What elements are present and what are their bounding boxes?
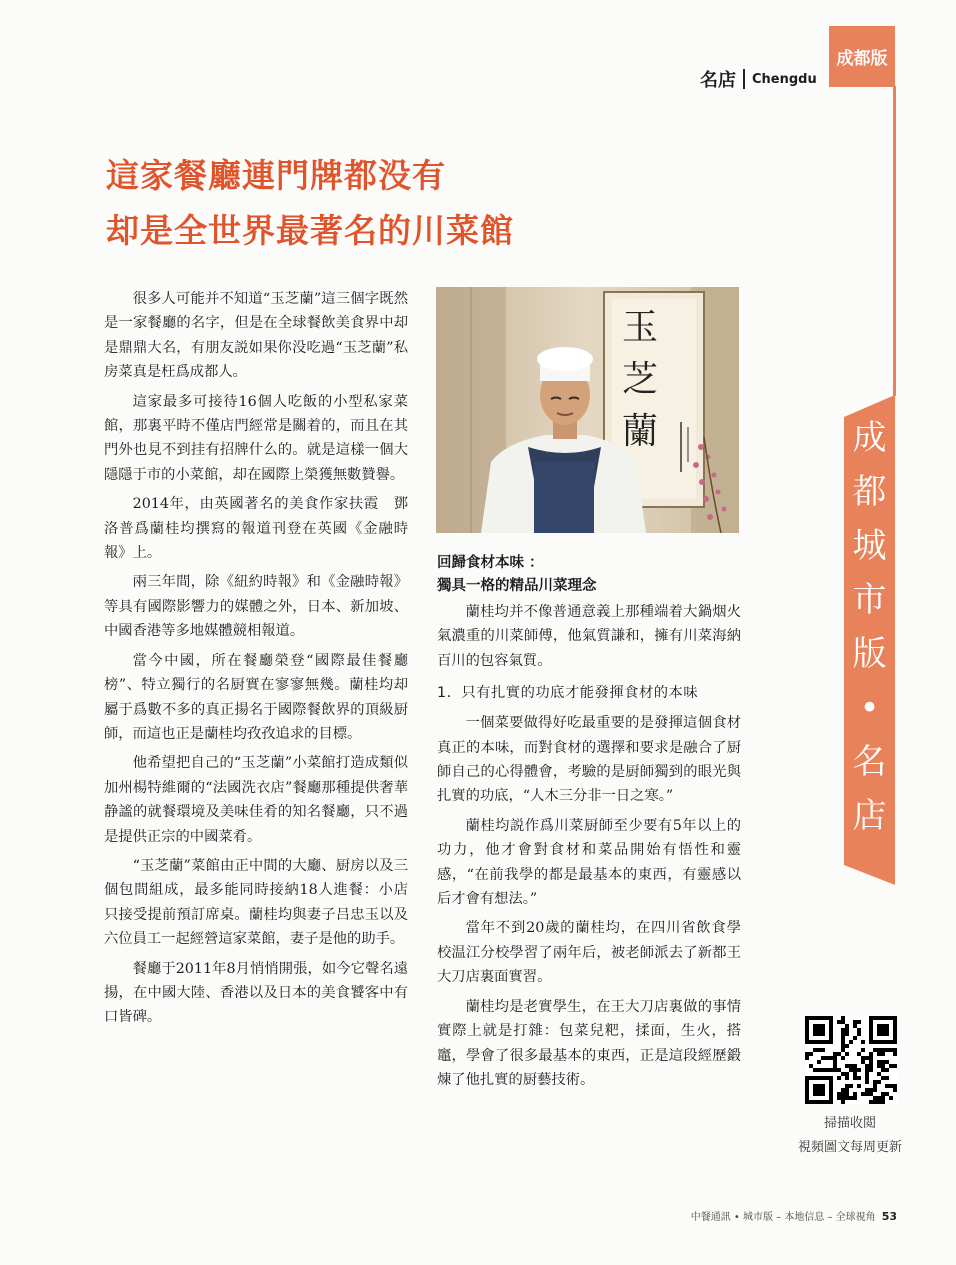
paragraph: 蘭桂均并不像普通意義上那種端着大鍋烟火氣濃重的川菜師傅，他氣質謙和，擁有川菜海納百川的包容氣質。 [437,604,741,669]
left-column [104,287,408,1035]
paragraph: 他希望把自己的“玉芝蘭”小菜館打造成類似加州楊特維爾的“法國洗衣店”餐廳那種提供奢華静謐的就餐環境及美味佳肴的知名餐廳，只不過是提供正宗的中國菜肴。 [104,755,408,845]
side-banner-char: 版 [852,634,887,674]
paragraph: 蘭桂均説作爲川菜厨師至少要有5年以上的功力，他才會對食材和菜品開始有悟性和靈感，“在前我學的都是最基本的東西，有靈感以后才會有想法。” [437,817,741,908]
side-banner-char: 市 [852,580,887,620]
side-banner-char: • [859,688,880,728]
paragraph: 2014年，由英國著名的美食作家扶霞 鄧洛普爲蘭桂均撰寫的報道刊登在英國《金融時報》上。 [104,496,408,562]
paragraph: 一個菜要做得好吃最重要的是發揮這個食材真正的本味，而對食材的選擇和要求是融合了厨師自己的心得體會，考驗的是厨師獨到的眼光與扎實的功底，“人木三分非一日之寒。” [437,715,741,805]
right-column [437,600,741,1097]
qr-code-image [805,1016,897,1104]
edition-tab-rule [893,86,896,396]
chef-photo-illustration [436,287,739,533]
calligraphy-char: 玉 [621,307,659,348]
article-title-line-2: 却是全世界最著名的川菜館 [106,211,514,250]
edition-tab: 成都版 [829,26,895,87]
side-banner-char: 城 [852,526,887,566]
side-banner-char: 成 [852,418,887,458]
paragraph: 很多人可能并不知道“玉芝蘭”這三個字既然是一家餐廳的名字，但是在全球餐飲美食界中却是鼎鼎大名，有朋友説如果你没吃過“玉芝蘭”私房菜真是枉爲成都人。 [104,291,408,381]
side-banner-text [844,411,895,843]
paragraph: 蘭桂均是老實學生，在王大刀店裏做的事情實際上就是打雜：包菜兒粑，揉面，生火，搭竈，學會了很多最基本的東西，正是這段經歷鍛煉了他扎實的厨藝技術。 [437,998,741,1088]
paragraph: 當年不到20歲的蘭桂均，在四川省飲食學校温江分校學習了兩年后，被老師派去了新都王大刀店裏面實習。 [437,920,741,986]
calligraphy-char: 蘭 [621,411,659,452]
side-banner-char: 都 [852,472,887,512]
footer-text: 中餐通訊 • 城市版 – 本地信息 – 全球視角 [690,1212,876,1223]
section-city: Chengdu [752,71,817,87]
side-banner [844,395,895,885]
subheading-2: 獨具一格的精品川菜理念 [437,578,597,594]
qr-caption-1: 掃描收閲 [823,1116,876,1131]
page-footer [657,1208,897,1223]
point-heading: 1．只有扎實的功底才能發揮食材的本味 [437,685,699,702]
paragraph: 餐廳于2011年8月悄悄開張，如今它聲名遠揚，在中國大陸、香港以及日本的美食饕客中有口皆碑。 [104,960,408,1026]
section-header [700,68,817,90]
paragraph: “玉芝蘭”菜館由正中間的大廳、厨房以及三個包間組成，最多能同時接納18人進餐：小店只接受提前預訂席桌。蘭桂均與妻子吕忠玉以及六位員工一起經營這家菜館，妻子是他的助手。 [104,857,408,948]
paragraph: 這家最多可接待16個人吃飯的小型私家菜館，那裏平時不僅店門經常是關着的，而且在其門外也見不到挂有招牌什么的。就是這樣一個大隱隱于市的小菜館，却在國際上榮獲無數贊譽。 [104,393,408,483]
qr-caption-2: 視頻圖文每周更新 [797,1140,902,1155]
paragraph: 兩三年間，除《紐約時報》和《金融時報》等具有國際影響力的媒體之外，日本、新加坡、中國香港等多地媒體競相報道。 [104,574,408,640]
side-banner-char: 店 [852,796,887,836]
section-label: 名店 [700,70,736,91]
page-number: 53 [881,1210,897,1223]
calligraphy-char: 芝 [621,359,659,400]
qr-code[interactable] [805,1016,897,1104]
section-divider [743,69,745,89]
subheading-1: 回歸食材本味 ： [437,555,544,571]
paragraph: 當今中國，所在餐廳榮登“國際最佳餐廳榜”、特立獨行的名厨實在寥寥無幾。蘭桂均却屬于爲數不多的真正揚名于國際餐飲界的頂級厨師，而這也正是蘭桂均孜孜追求的目標。 [104,652,408,742]
side-banner-char: 名 [852,742,887,782]
chef-photo [436,287,739,533]
article-title-line-1: 這家餐廳連門牌都没有 [106,156,446,195]
